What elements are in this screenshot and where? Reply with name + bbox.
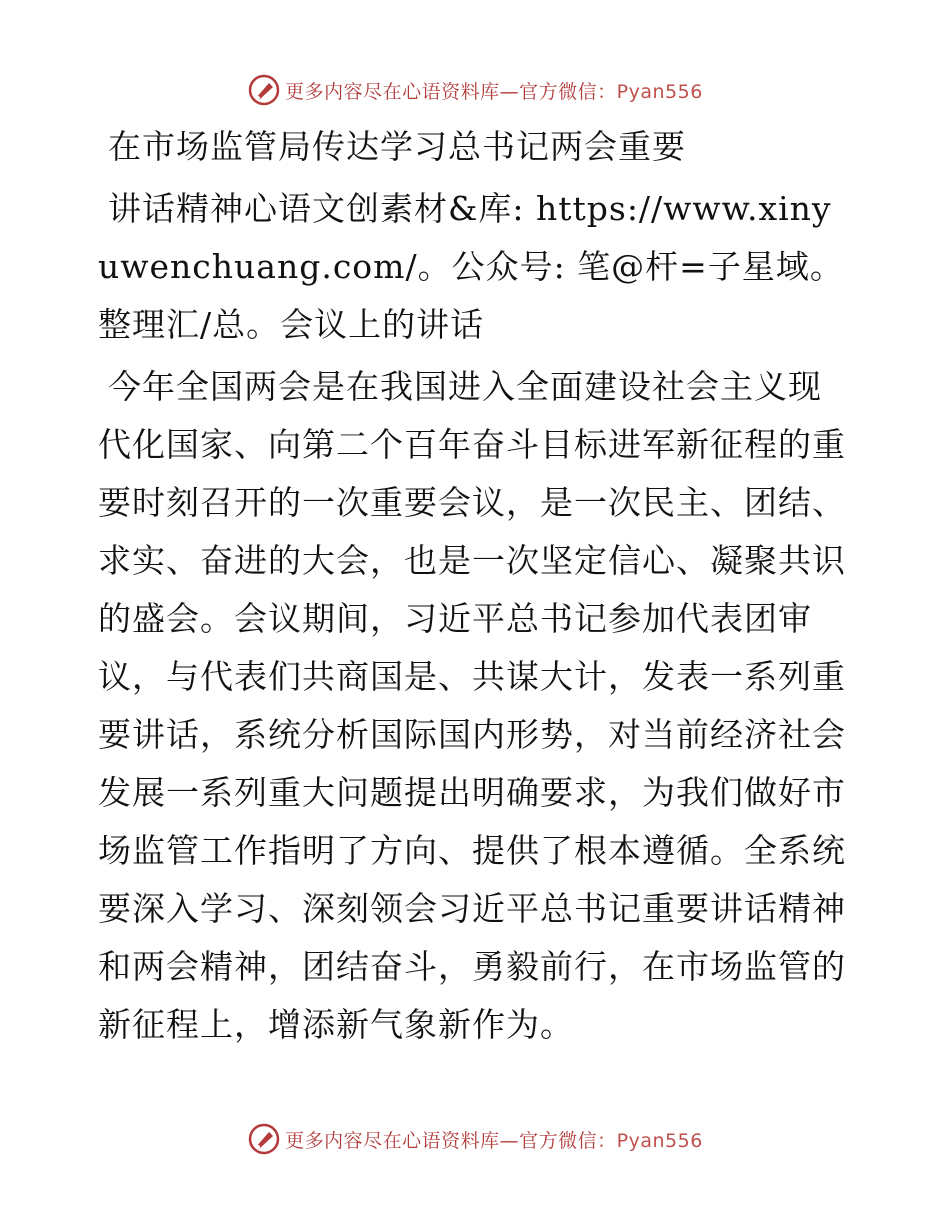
watermark-label: 更多内容尽在心语资料库—官方微信： bbox=[285, 1129, 617, 1152]
pen-nib-icon bbox=[247, 73, 281, 107]
watermark-text bbox=[285, 1126, 703, 1153]
watermark-account: Pyan556 bbox=[616, 1129, 703, 1152]
watermark-text bbox=[285, 77, 703, 104]
header-paragraph: 讲话精神心语文创素材&库: https://www.xinyuwenchuang.com/。公众号: 笔@杆=子星域。整理汇/总。会议上的讲话 bbox=[98, 189, 844, 344]
watermark-account: Pyan556 bbox=[616, 80, 703, 103]
watermark-banner-bottom bbox=[0, 1119, 950, 1159]
watermark-label: 更多内容尽在心语资料库—官方微信： bbox=[285, 80, 617, 103]
document-title: 在市场监管局传达学习总书记两会重要 bbox=[108, 127, 686, 166]
watermark-banner-top bbox=[0, 70, 950, 110]
body-paragraph: 今年全国两会是在我国进入全面建设社会主义现代化国家、向第二个百年奋斗目标进军新征程的重要时刻召开的一次重要会议，是一次民主、团结、求实、奋进的大会，也是一次坚定信心、凝聚共识的盛会。会议期间，习近平总书记参加代表团审议，与代表们共商国是、共谋大计，发表一系列重要讲话，系统分析国际国内形势，对当前经济社会发展一系列重大问题提出明确要求，为我们做好市场监管工作指明了方向、提供了根本遵循。全系统要深入学习、深刻领会习近平总书记重要讲话精神和两会精神，团结奋斗，勇毅前行，在市场监管的新征程上，增添新气象新作为。 bbox=[98, 367, 846, 1044]
document-body bbox=[98, 118, 850, 1054]
pen-nib-icon bbox=[247, 1122, 281, 1156]
